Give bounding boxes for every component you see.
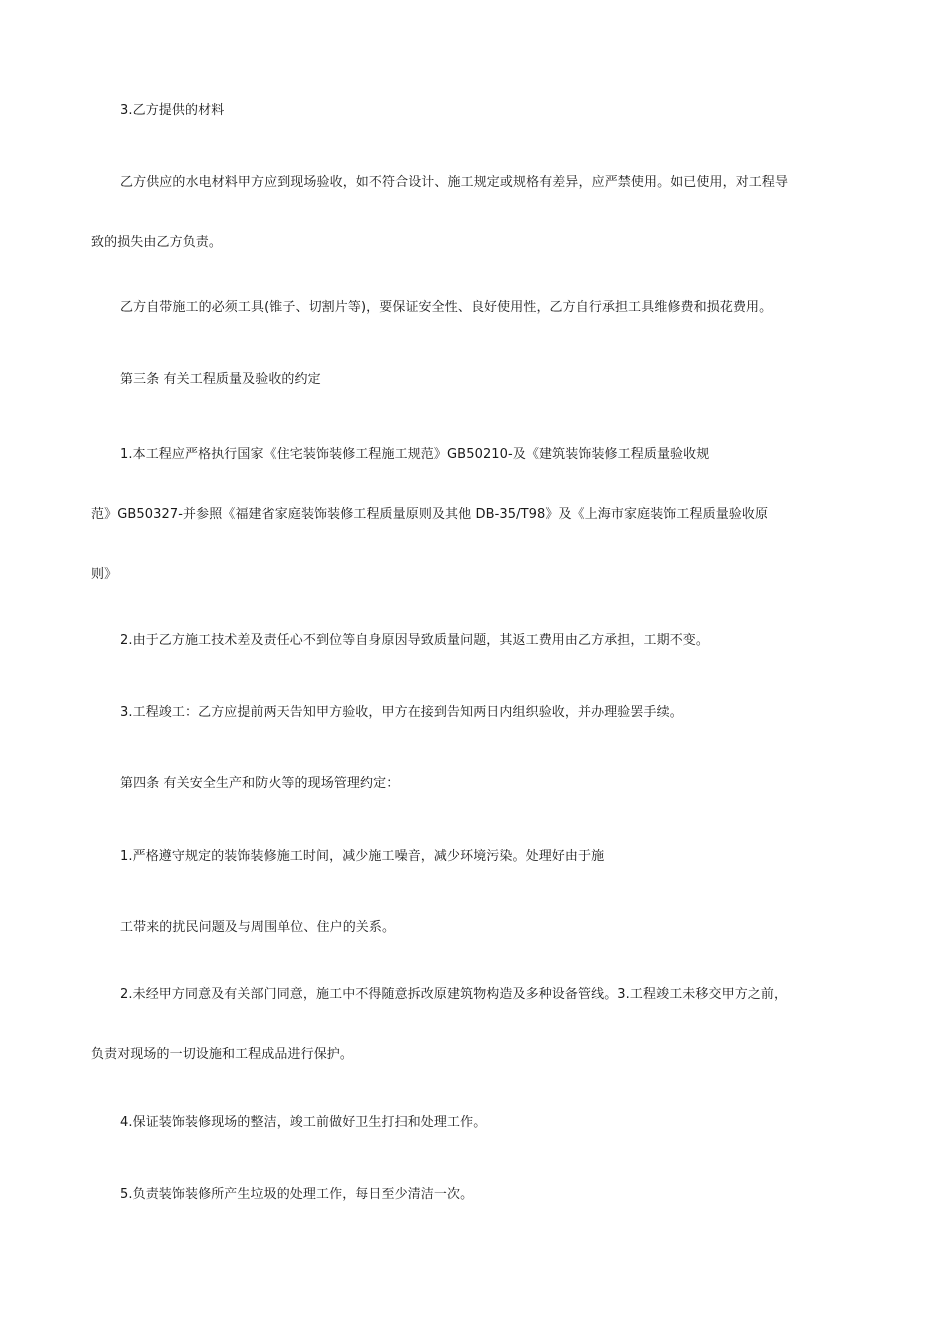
paragraph-line: 3.工程竣工：乙方应提前两天告知甲方验收，甲方在接到告知两日内组织验收，并办理验罢手续。 (120, 705, 683, 720)
paragraph-line: 1.本工程应严格执行国家《住宅装饰装修工程施工规范》GB50210-及《建筑装饰装修工程质量验收规 (120, 447, 710, 462)
paragraph-line: 2.未经甲方同意及有关部门同意，施工中不得随意拆改原建筑物构造及多种设备管线。3.工程竣工未移交甲方之前， (120, 987, 788, 1002)
paragraph-line: 5.负责装饰装修所产生垃圾的处理工作，每日至少清洁一次。 (120, 1187, 474, 1202)
section-heading-materials: 3.乙方提供的材料 (120, 103, 225, 118)
paragraph-line: 1.严格遵守规定的装饰装修施工时间，减少施工噪音，减少环境污染。处理好由于施 (120, 849, 605, 864)
article-heading-3: 第三条 有关工程质量及验收的约定 (120, 372, 321, 387)
article-heading-4: 第四条 有关安全生产和防火等的现场管理约定： (120, 776, 400, 791)
paragraph-line: 2.由于乙方施工技术差及责任心不到位等自身原因导致质量问题，其返工费用由乙方承担，工期不变。 (120, 633, 710, 648)
paragraph-line: 则》 (91, 567, 118, 582)
paragraph-line: 负责对现场的一切设施和工程成品进行保护。 (91, 1047, 354, 1062)
paragraph-line: 工带来的扰民问题及与周围单位、住户的关系。 (120, 920, 396, 935)
paragraph-line: 4.保证装饰装修现场的整洁，竣工前做好卫生打扫和处理工作。 (120, 1115, 487, 1130)
paragraph-line: 乙方供应的水电材料甲方应到现场验收，如不符合设计、施工规定或规格有差异，应严禁使用。如已使用，对工程导 (120, 175, 789, 190)
paragraph-line: 致的损失由乙方负责。 (91, 235, 223, 250)
paragraph-line: 范》GB50327-并参照《福建省家庭装饰装修工程质量原则及其他 DB-35/T98》及《上海市家庭装饰工程质量验收原 (91, 507, 769, 522)
paragraph-line: 乙方自带施工的必须工具(锥子、切割片等)，要保证安全性、良好使用性，乙方自行承担工具维修费和损花费用。 (120, 300, 773, 315)
